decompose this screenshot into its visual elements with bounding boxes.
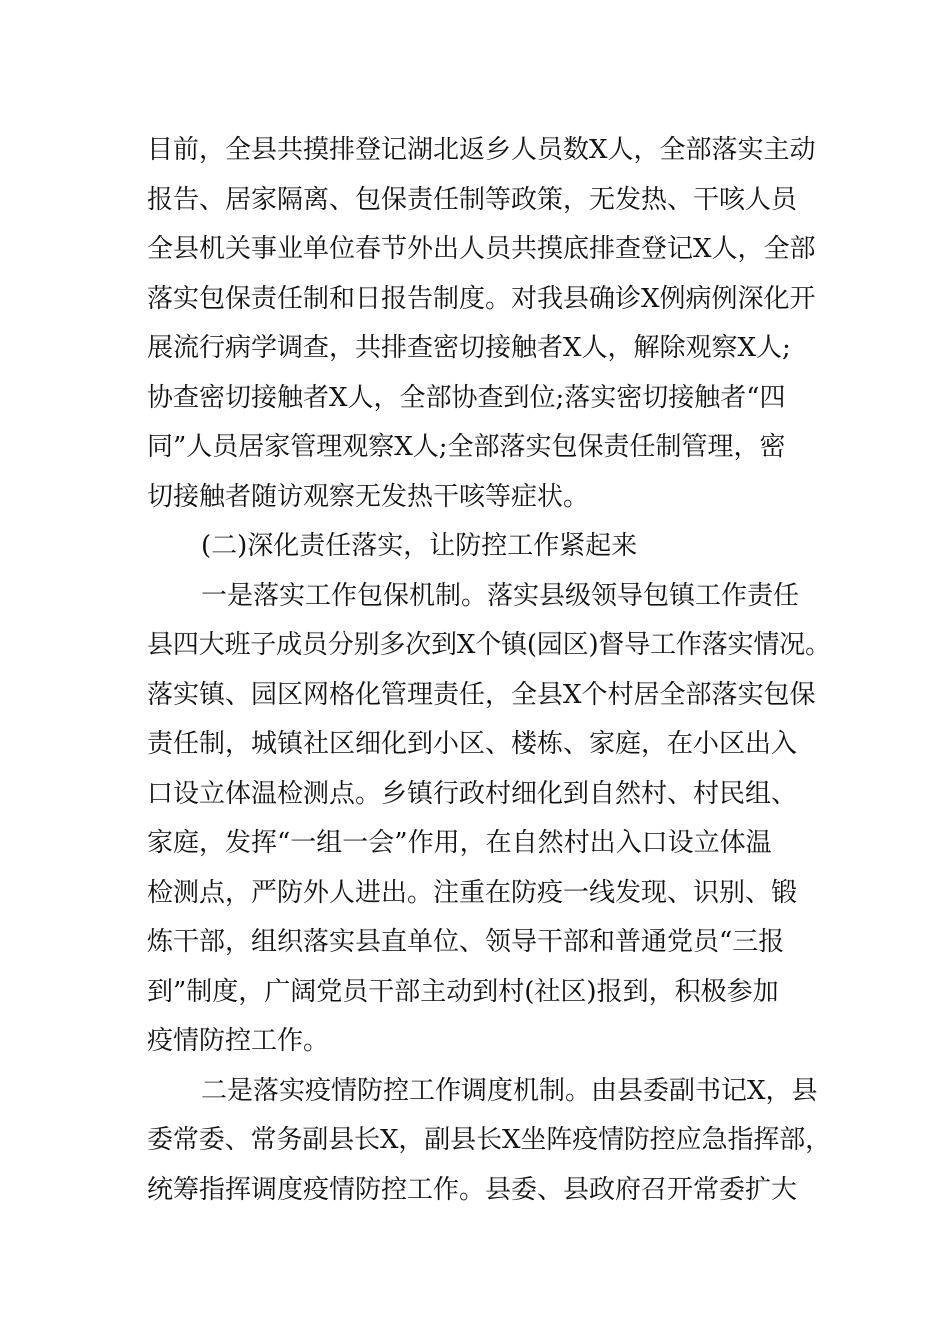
text-line: 报告、居家隔离、包保责任制等政策，无发热、干咳人员 xyxy=(147,184,798,215)
text-line: 县四大班子成员分别多次到X个镇(园区)督导工作落实情况。 xyxy=(147,630,831,660)
text-line: 炼干部，组织落实县直单位、领导干部和普通党员“三报 xyxy=(147,927,785,957)
text-line: 落实包保责任制和日报告制度。对我县确诊X例病例深化开 xyxy=(147,283,816,314)
text-line: 协查密切接触者X人，全部协查到位;落实密切接触者“四 xyxy=(147,382,786,413)
text-line: 同”人员居家管理观察X人;全部落实包保责任制管理，密 xyxy=(147,432,786,462)
text-line: 疫情防控工作。 xyxy=(147,1026,330,1056)
text-line: 家庭，发挥“一组一会”作用，在自然村出入口设立体温 xyxy=(147,828,772,858)
document-body xyxy=(147,126,832,1215)
text-line: 委常委、常务副县长X，副县长X坐阵疫情防控应急指挥部， xyxy=(147,1125,832,1155)
text-line: 口设立体温检测点。乡镇行政村细化到自然村、村民组、 xyxy=(147,778,798,809)
text-line: 切接触者随访观察无发热干咳等症状。 xyxy=(147,481,590,512)
text-line: 二是落实疫情防控工作调度机制。由县委副书记X，县 xyxy=(201,1075,818,1106)
text-line: 目前，全县共摸排登记湖北返乡人员数X人，全部落实主动 xyxy=(147,135,816,165)
text-line: 落实镇、园区网格化管理责任，全县X个村居全部落实包保 xyxy=(147,679,816,710)
text-line: 展流行病学调查，共排查密切接触者X人，解除观察X人; xyxy=(147,333,791,363)
text-line: 统筹指挥调度疫情防控工作。县委、县政府召开常委扩大 xyxy=(147,1174,798,1205)
text-line: 责任制，城镇社区细化到小区、楼栋、家庭，在小区出入 xyxy=(147,729,798,759)
text-line: 到”制度，广阔党员干部主动到村(社区)报到，积极参加 xyxy=(147,976,779,1007)
text-line: 一是落实工作包保机制。落实县级领导包镇工作责任 xyxy=(201,580,800,611)
text-line: 检测点，严防外人进出。注重在防疫一线发现、识别、锻 xyxy=(147,877,798,908)
text-line: 全县机关事业单位春节外出人员共摸底排查登记X人，全部 xyxy=(147,234,816,264)
text-line: (二)深化责任落实，让防控工作紧起来 xyxy=(201,531,638,561)
